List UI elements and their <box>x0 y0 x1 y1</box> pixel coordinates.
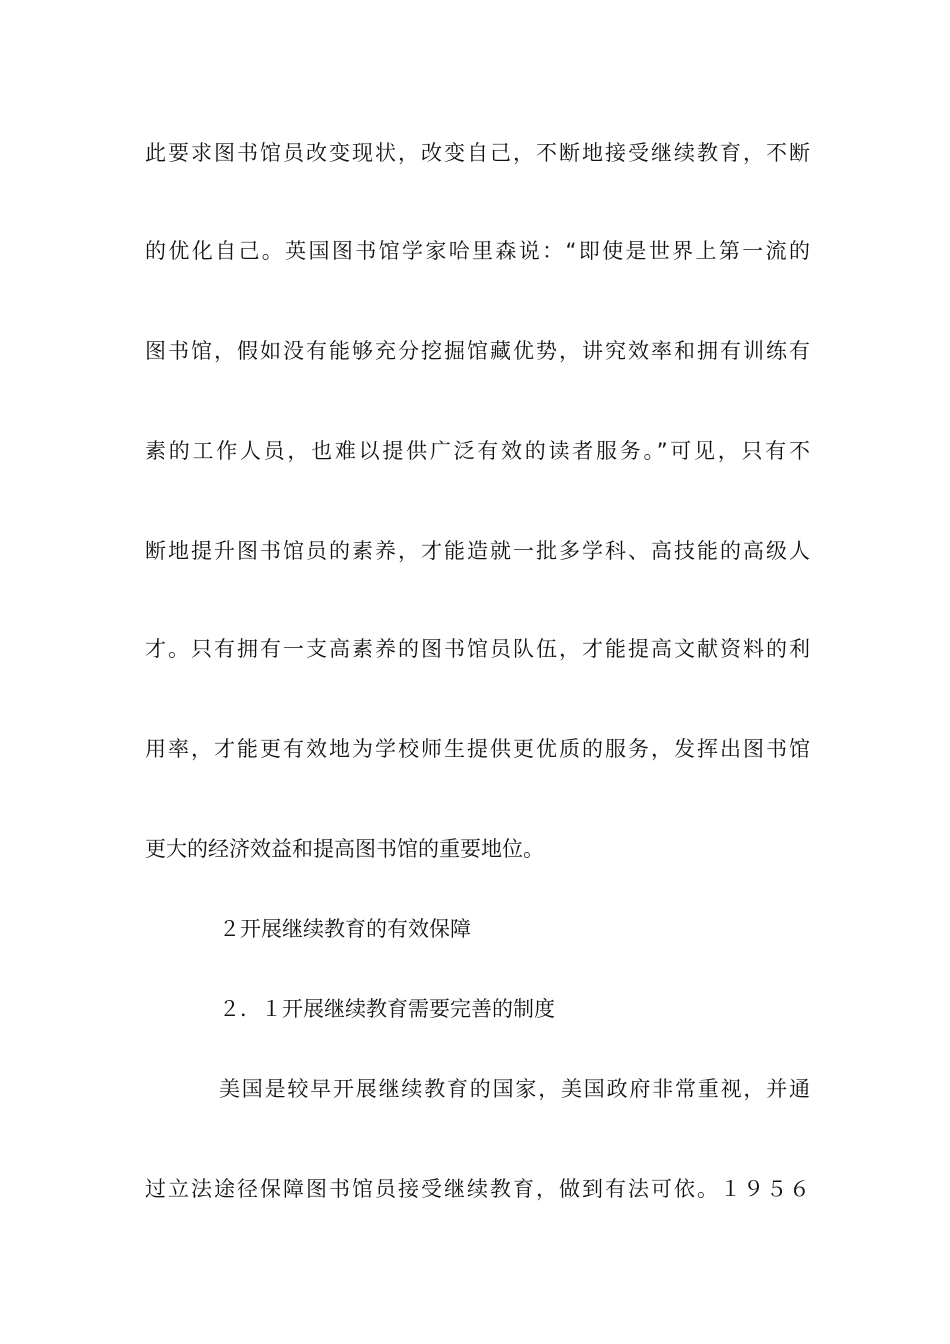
body-text-line: 才。只有拥有一支高素养的图书馆员队伍，才能提高文献资料的利 <box>145 637 810 661</box>
body-text-line: 断地提升图书馆员的素养，才能造就一批多学科、高技能的高级人 <box>145 539 810 563</box>
body-text-line: 的优化自己。英国图书馆学家哈里森说：“即使是世界上第一流的 <box>145 239 810 263</box>
section-heading: ２开展继续教育的有效保障 <box>219 917 471 941</box>
paragraph-first-line: 美国是较早开展继续教育的国家，美国政府非常重视，并通 <box>219 1077 810 1101</box>
body-text-line: 过立法途径保障图书馆员接受继续教育，做到有法可依。１９５６ <box>145 1177 810 1201</box>
body-text-line: 用率，才能更有效地为学校师生提供更优质的服务，发挥出图书馆 <box>145 737 810 761</box>
body-text-line: 图书馆，假如没有能够充分挖掘馆藏优势，讲究效率和拥有训练有 <box>145 339 810 363</box>
subsection-heading: ２．１开展继续教育需要完善的制度 <box>219 997 555 1021</box>
body-text-line: 更大的经济效益和提高图书馆的重要地位。 <box>145 837 544 861</box>
body-text-line: 此要求图书馆员改变现状，改变自己，不断地接受继续教育，不断 <box>145 141 810 165</box>
body-text-line: 素的工作人员，也难以提供广泛有效的读者服务。”可见，只有不 <box>145 439 810 463</box>
